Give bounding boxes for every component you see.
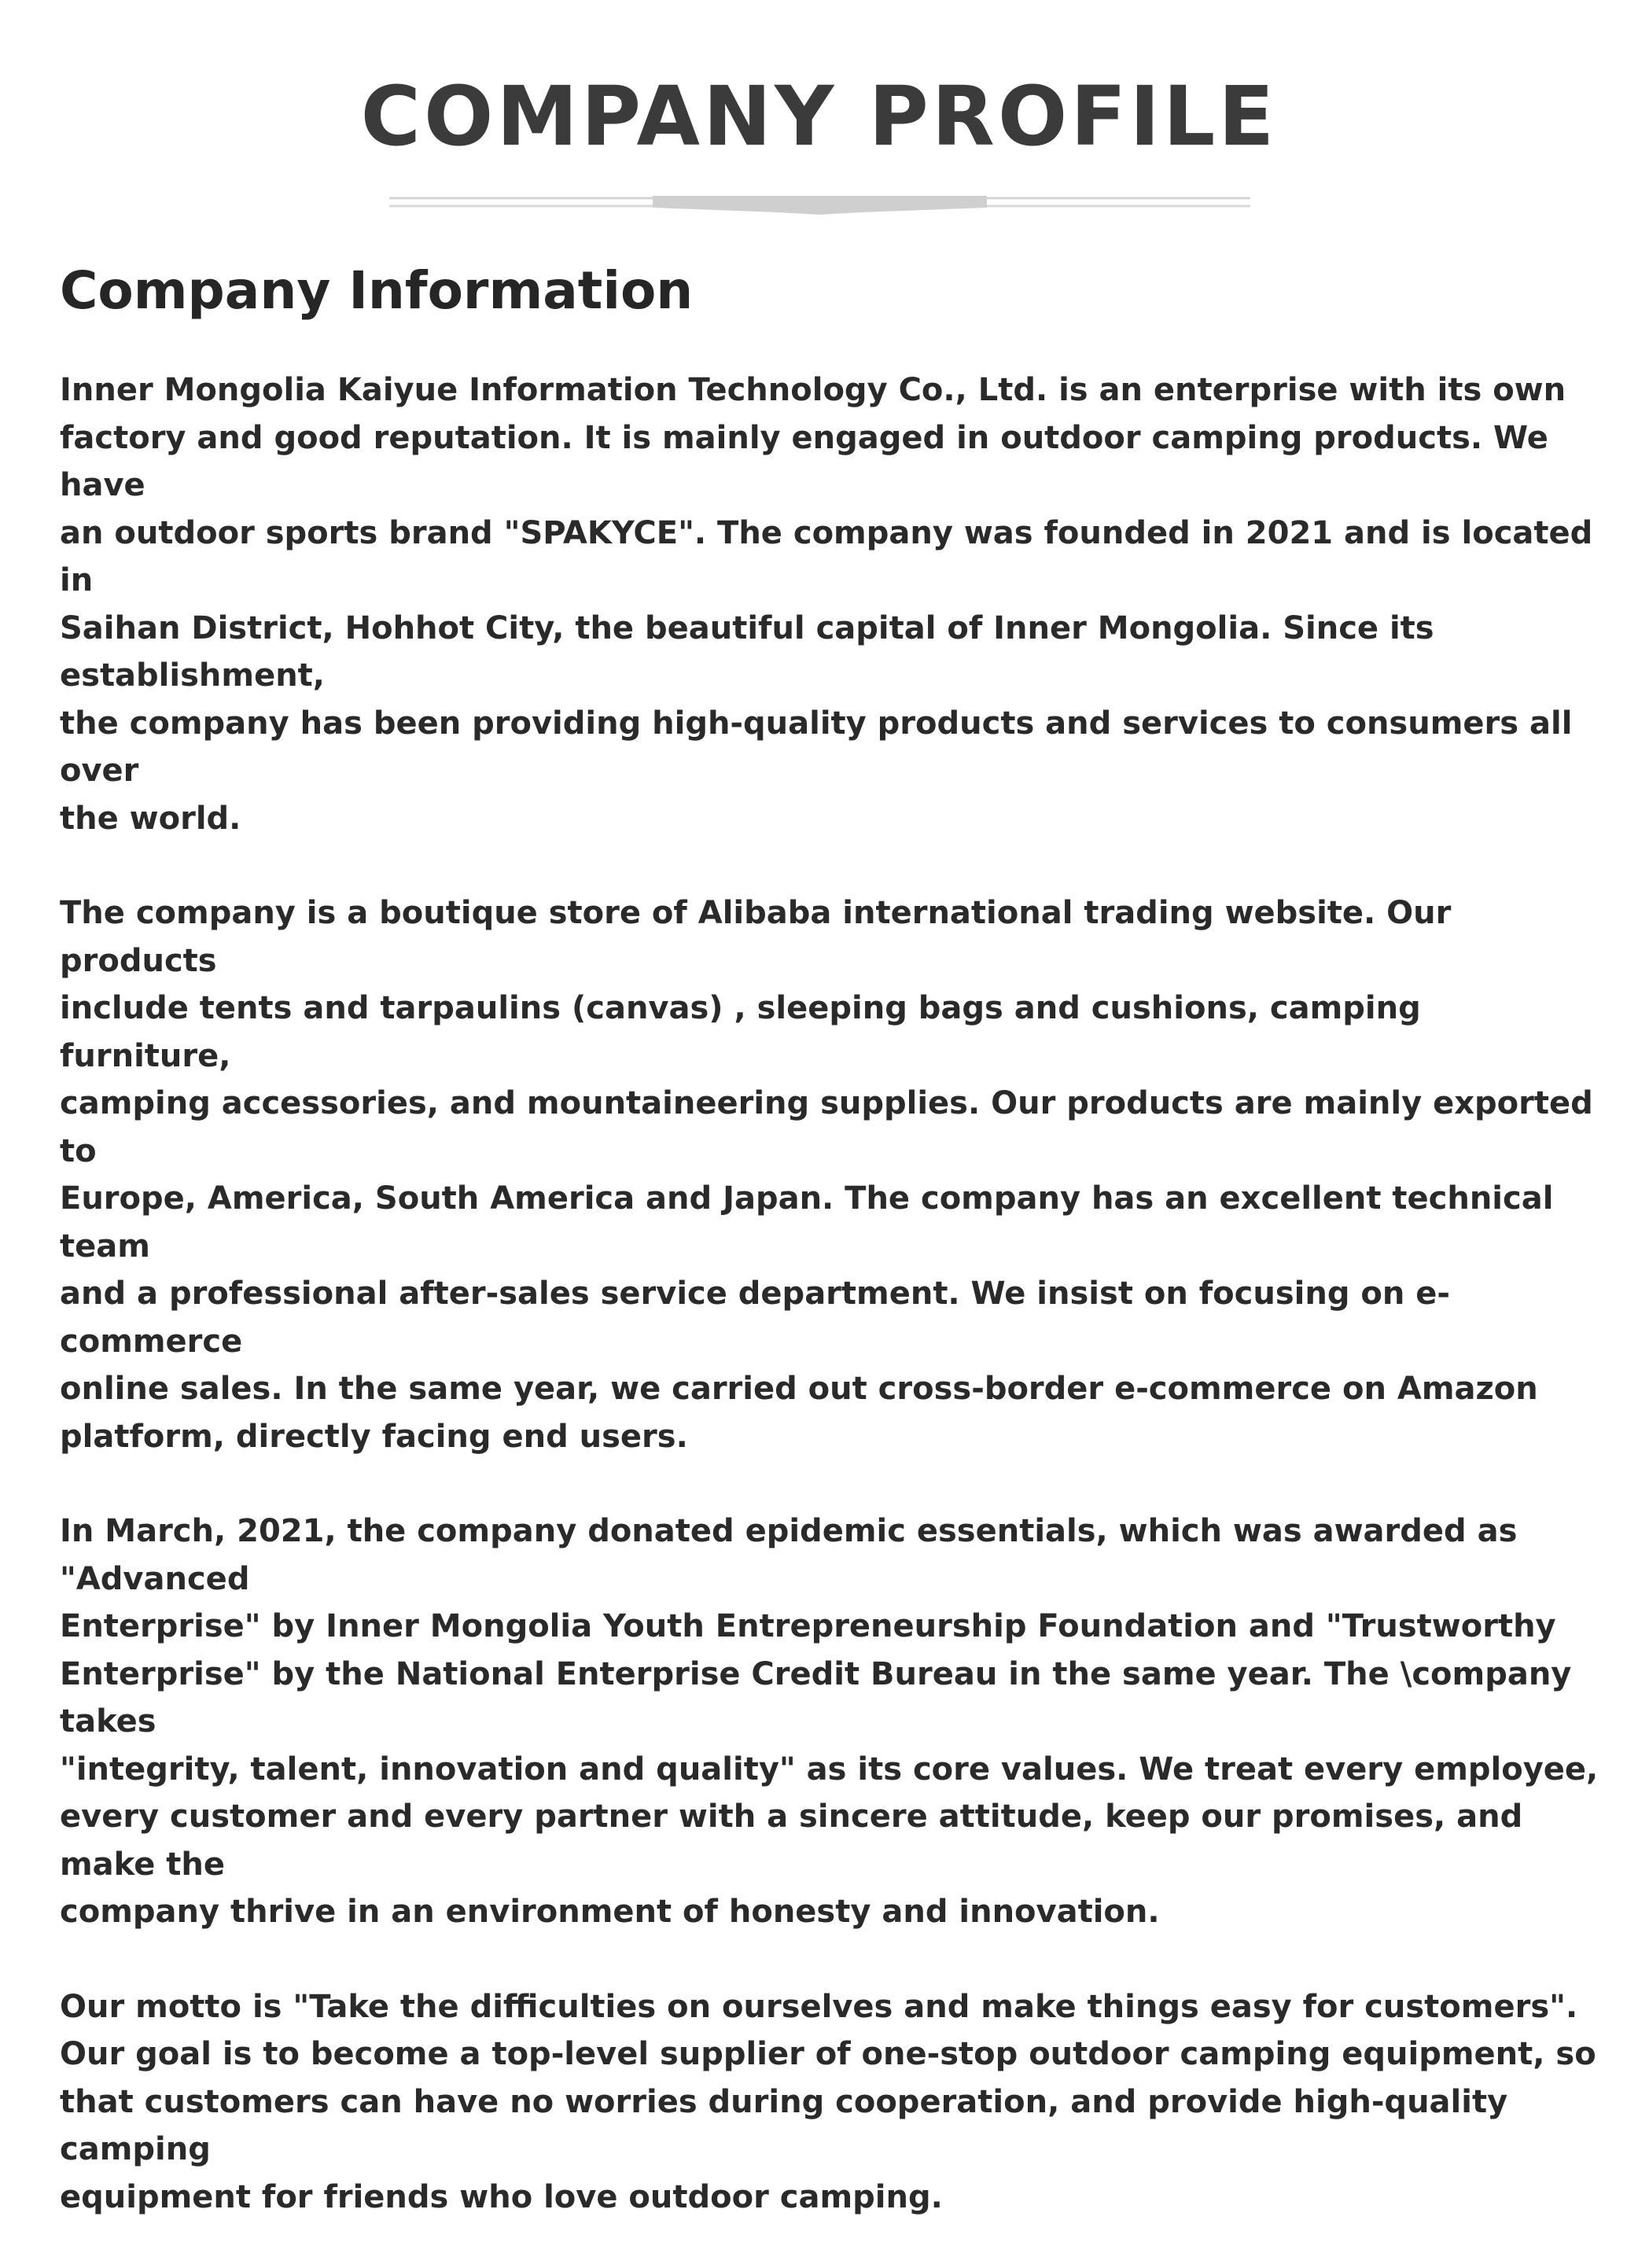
company-information-heading: Company Information xyxy=(60,260,694,321)
paragraph-products-markets: The company is a boutique store of Alibaba international trading website. Our products include tents and tarpaulins (canvas) , sleeping bags and cushions, camping furniture, camping accessories, and mountaineering supplies. Our products are mainly exported to Europe, America, South America and Japan. The company has an excellent technical team and a professional after-sales service department. We insist on focusing on e-commerce online sales. In the same year, we carried out cross-border e-commerce on Amazon platform, directly facing end users. xyxy=(60,895,1593,1455)
company-description xyxy=(60,366,1601,2268)
paragraph-awards-values: In March, 2021, the company donated epidemic essentials, which was awarded as "Advanced Enterprise" by Inner Mongolia Youth Entrepreneurship Foundation and "Trustworthy Enterprise" by the National Enterprise Credit Bureau in the same year. The \company takes "integrity, talent, innovation and quality" as its core values. We treat every employee, every customer and every partner with a sincere attitude, keep our promises, and make the company thrive in an environment of honesty and innovation. xyxy=(60,1513,1599,1930)
company-profile-banner-title: COMPANY PROFILE xyxy=(360,68,1278,164)
paragraph-company-overview: Inner Mongolia Kaiyue Information Technology Co., Ltd. is an enterprise with its own factory and good reputation. It is mainly engaged in outdoor camping products. We have an outdoor sports brand "SPAKYCE". The company was founded in 2021 and is located in Saihan District, Hohhot City, the beautiful capital of Inner Mongolia. Since its establishment, the company has been providing high-quality products and services to consumers all over the world. xyxy=(60,372,1593,837)
paragraph-motto-goal: Our motto is "Take the difficulties on ourselves and make things easy for customers". Our goal is to become a top-level supplier of one-stop outdoor camping equipment, so that customers can have no worries during cooperation, and provide high-quality camping equipment for friends who love outdoor camping. xyxy=(60,1988,1596,2215)
title-divider xyxy=(389,193,1250,217)
